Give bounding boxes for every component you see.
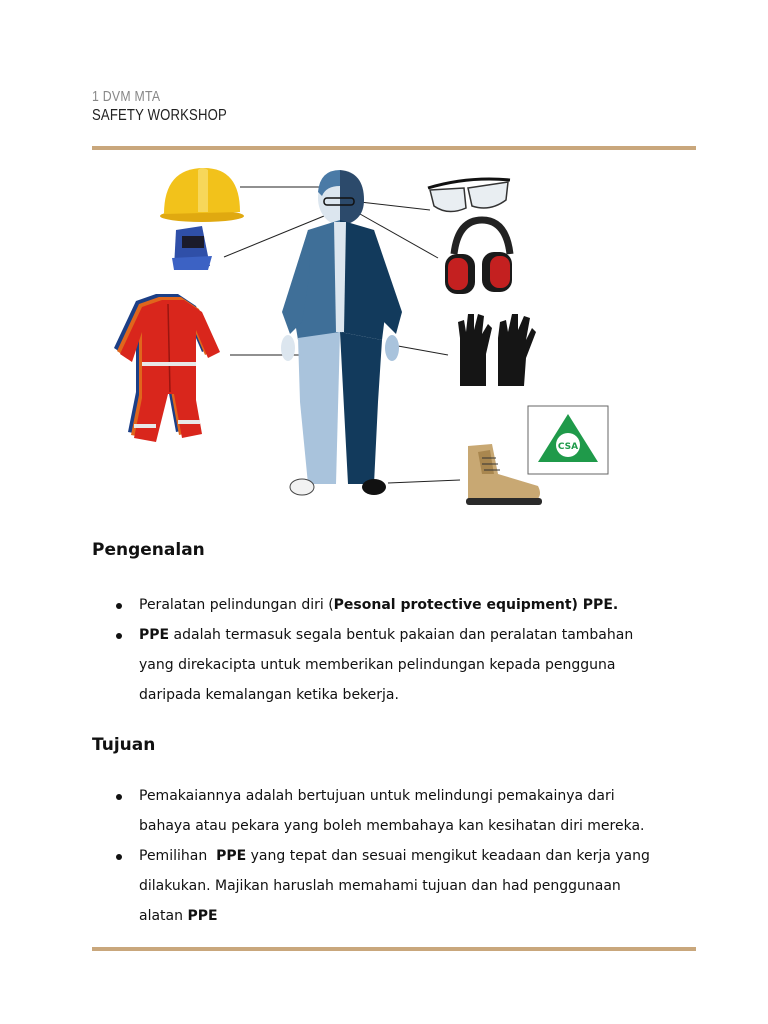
hard-hat-icon: [160, 168, 244, 222]
worker-figure-icon: [281, 170, 402, 495]
list-item-bold: PPE: [187, 908, 218, 924]
ear-muffs-icon: [445, 220, 512, 294]
list-item-text: bahaya atau pekara yang boleh membahaya kan kesihatan diri mereka.: [139, 818, 645, 834]
bullet-icon: [116, 854, 122, 860]
list-item: [92, 781, 692, 841]
bottom-divider: [92, 947, 696, 951]
top-divider: [92, 146, 696, 150]
list-item: [92, 590, 692, 620]
header-course: 1 DVM MTA: [92, 88, 161, 105]
bullet-icon: [116, 633, 122, 639]
list-item-bold: PPE: [216, 848, 247, 864]
list-item-text: daripada kemalangan ketika bekerja.: [139, 687, 399, 703]
list-item-bold: Pesonal protective equipment) PPE.: [333, 597, 619, 613]
header-title: SAFETY WORKSHOP: [92, 107, 227, 124]
list-item-text: adalah termasuk segala bentuk pakaian dan peralatan tambahan: [169, 627, 634, 643]
ppe-illustration: [112, 162, 612, 507]
welding-hood-icon: [172, 226, 212, 270]
list-item-text: Pemilihan: [139, 848, 217, 864]
section-heading: Tujuan: [92, 735, 156, 755]
list-item: [92, 841, 692, 931]
bullet-list: [92, 590, 692, 710]
list-item-text: alatan: [139, 908, 188, 924]
list-item-text: Pemakaiannya adalah bertujuan untuk melindungi pemakainya dari: [139, 788, 615, 804]
csa-logo-text: CSA: [557, 442, 579, 452]
list-item-text: yang tepat dan sesuai mengikut keadaan dan kerja yang: [246, 848, 650, 864]
coverall-icon: [114, 294, 220, 442]
ppe-illustration-svg: [112, 162, 612, 507]
section-heading: Pengenalan: [92, 540, 205, 560]
bullet-icon: [116, 603, 122, 609]
list-item-text: yang direkacipta untuk memberikan pelindungan kepada pengguna: [139, 657, 616, 673]
section-tujuan: [92, 735, 692, 931]
list-item-text: Peralatan pelindungan diri (: [139, 597, 334, 613]
list-item-bold: PPE: [139, 627, 170, 643]
section-pengenalan: [92, 540, 692, 710]
csa-certification-logo: [528, 406, 608, 474]
bullet-icon: [116, 794, 122, 800]
bullet-list: [92, 781, 692, 931]
rubber-gloves-icon: [458, 314, 536, 386]
safety-glasses-icon: [428, 179, 510, 212]
list-item: [92, 620, 692, 710]
list-item-text: dilakukan. Majikan haruslah memahami tujuan dan had penggunaan: [139, 878, 621, 894]
document-header: [92, 88, 257, 125]
